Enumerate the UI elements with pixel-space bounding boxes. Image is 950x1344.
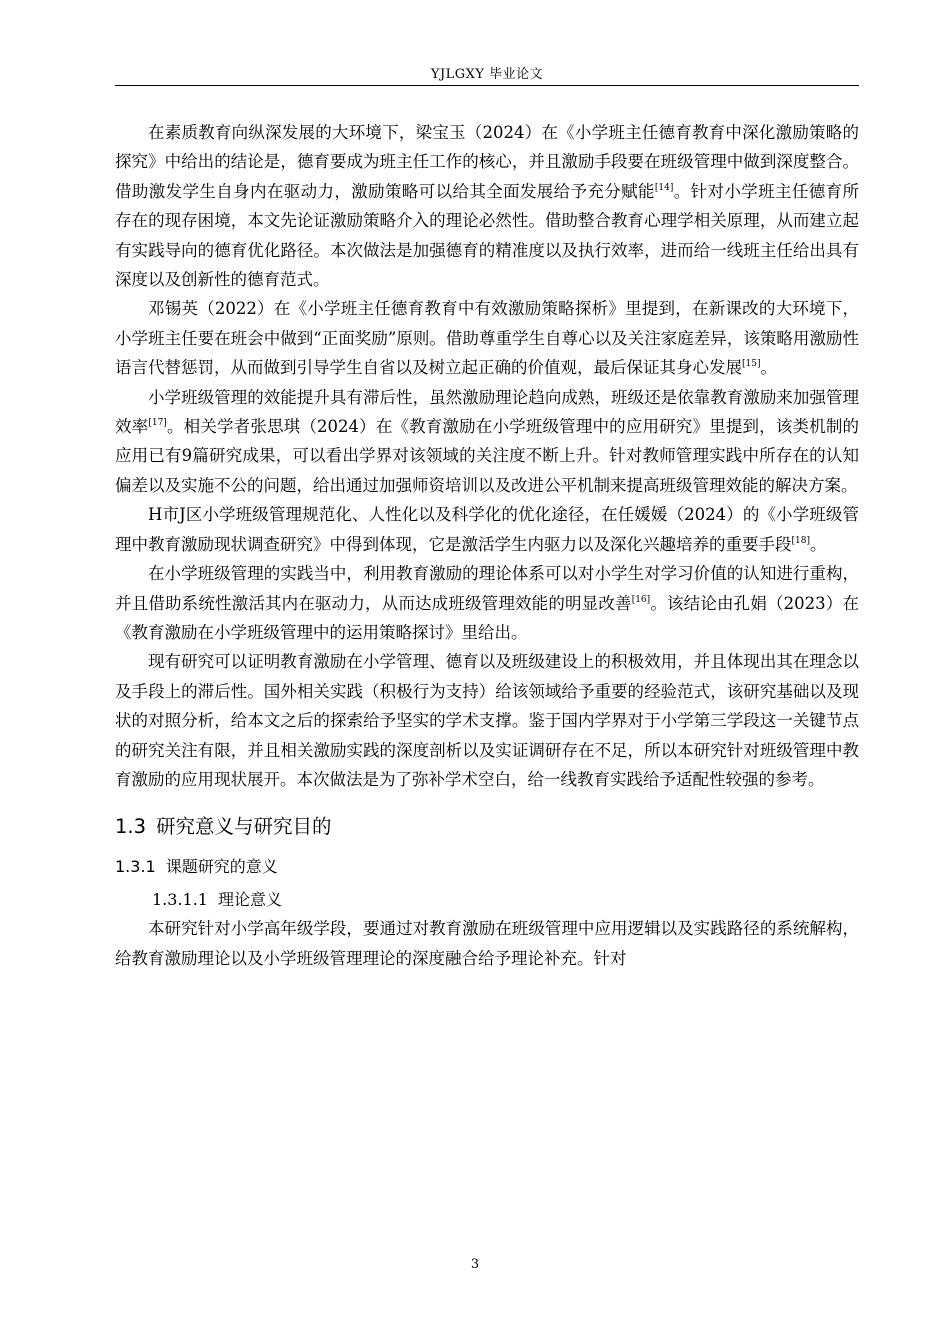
paragraph-text: 现有研究可以证明教育激励在小学管理、德育以及班级建设上的积极效用，并且体现出其在理念以及手段上的滞后性。国外相关实践（积极行为支持）给该领域给予重要的经验范式，该研究基础以及现状的对照分析，给本文之后的探索给予坚实的学术支撑。鉴于国内学界对于小学第三学段这一关键节点的研究关注有限，并且相关激励实践的深度剖析以及实证调研存在不足，所以本研究针对班级管理中教育激励的应用现状展开。本次做法是为了弥补学术空白，给一线教育实践给予适配性较强的参考。 — [115, 652, 859, 789]
citation-marker: [18] — [791, 535, 810, 546]
subsection-heading — [115, 853, 859, 881]
paragraph-text: 小学班级管理的效能提升具有滞后性，虽然激励理论趋向成熟，班级还是依靠教育激励来加强管理效率 — [115, 387, 859, 437]
body-paragraph — [115, 500, 859, 559]
paragraph-text: 。该结论由孔娟（2023）在《教育激励在小学班级管理中的运用策略探讨》里给出。 — [115, 593, 860, 642]
section-title: 研究意义与研究目的 — [156, 815, 332, 839]
body-paragraph — [115, 118, 859, 294]
citation-marker: [15] — [742, 359, 761, 370]
citation-marker: [14] — [654, 182, 674, 193]
header-rule — [115, 85, 859, 86]
body-paragraph — [115, 647, 859, 794]
paragraph-text: 在小学班级管理的实践当中，利用教育激励的理论体系可以对小学生对学习价值的认知进行重构，并且借助系统性激活其内在驱动力，从而达成班级管理效能的明显改善 — [115, 564, 859, 613]
subsection-number: 1.3.1 — [115, 857, 156, 877]
citation-marker: [17] — [148, 418, 167, 429]
citation-marker: [16] — [631, 594, 651, 605]
section-number: 1.3 — [115, 815, 147, 839]
paragraph-text: 。相关学者张思琪（2024）在《教育激励在小学班级管理中的应用研究》里提到，该类机制的应用已有9篇研究成果，可以看出学界对该领域的关注度不断上升。针对教师管理实践中所存在的认知偏差以及实施不公的问题，给出通过加强师资培训以及改进公平机制来提高班级管理效能的解决方案。 — [115, 417, 860, 495]
body-paragraph — [115, 294, 859, 382]
subsubsection-number: 1.3.1.1 — [152, 890, 208, 910]
page-body — [115, 118, 859, 973]
body-paragraph — [115, 383, 859, 501]
page-number: 3 — [470, 1257, 480, 1272]
running-header: YJLGXY 毕业论文 — [430, 67, 544, 82]
section-heading — [115, 811, 859, 843]
paragraph-text: 。 — [760, 358, 777, 378]
subsubsection-heading — [152, 886, 859, 914]
body-paragraph-final: 本研究针对小学高年级学段，要通过对教育激励在班级管理中应用逻辑以及实践路径的系统解构，给教育激励理论以及小学班级管理理论的深度融合给予理论补充。针对 — [115, 919, 859, 968]
paragraph-text: 。针对小学班主任德育所存在的现存困境，本文先论证激励策略介入的理论必然性。借助整合教育心理学相关原理，从而建立起有实践导向的德育优化路径。本次做法是加强德育的精准度以及执行效率，进而给一线班主任给出具有深度以及创新性的德育范式。 — [115, 181, 860, 290]
subsubsection-title: 理论意义 — [217, 890, 282, 910]
paragraph-text: 。 — [809, 534, 827, 554]
paragraph-text: 在素质教育向纵深发展的大环境下，梁宝玉（2024）在《小学班主任德育教育中深化激励策略的探究》中给出的结论是，德育要成为班主任工作的核心，并且激励手段要在班级管理中做到深度整合。借助激发学生自身内在驱动力，激励策略可以给其全面发展给予充分赋能 — [115, 123, 859, 201]
subsection-title: 课题研究的意义 — [165, 857, 278, 877]
paragraph-text: H市J区小学班级管理规范化、人性化以及科学化的优化途径，在任媛媛（2024）的《小学班级管理中教育激励现状调查研究》中得到体现，它是激活学生内驱力以及深化兴趣培养的重要手段 — [115, 505, 859, 554]
body-paragraph — [115, 559, 859, 647]
paragraph-text: 邓锡英（2022）在《小学班主任德育教育中有效激励策略探析》里提到，在新课改的大环境下，小学班主任要在班会中做到“正面奖励”原则。借助尊重学生自尊心以及关注家庭差异，该策略用激励性语言代替惩罚，从而做到引导学生自省以及树立起正确的价值观，最后保证其身心发展 — [115, 299, 859, 378]
body-paragraphs — [115, 118, 859, 794]
